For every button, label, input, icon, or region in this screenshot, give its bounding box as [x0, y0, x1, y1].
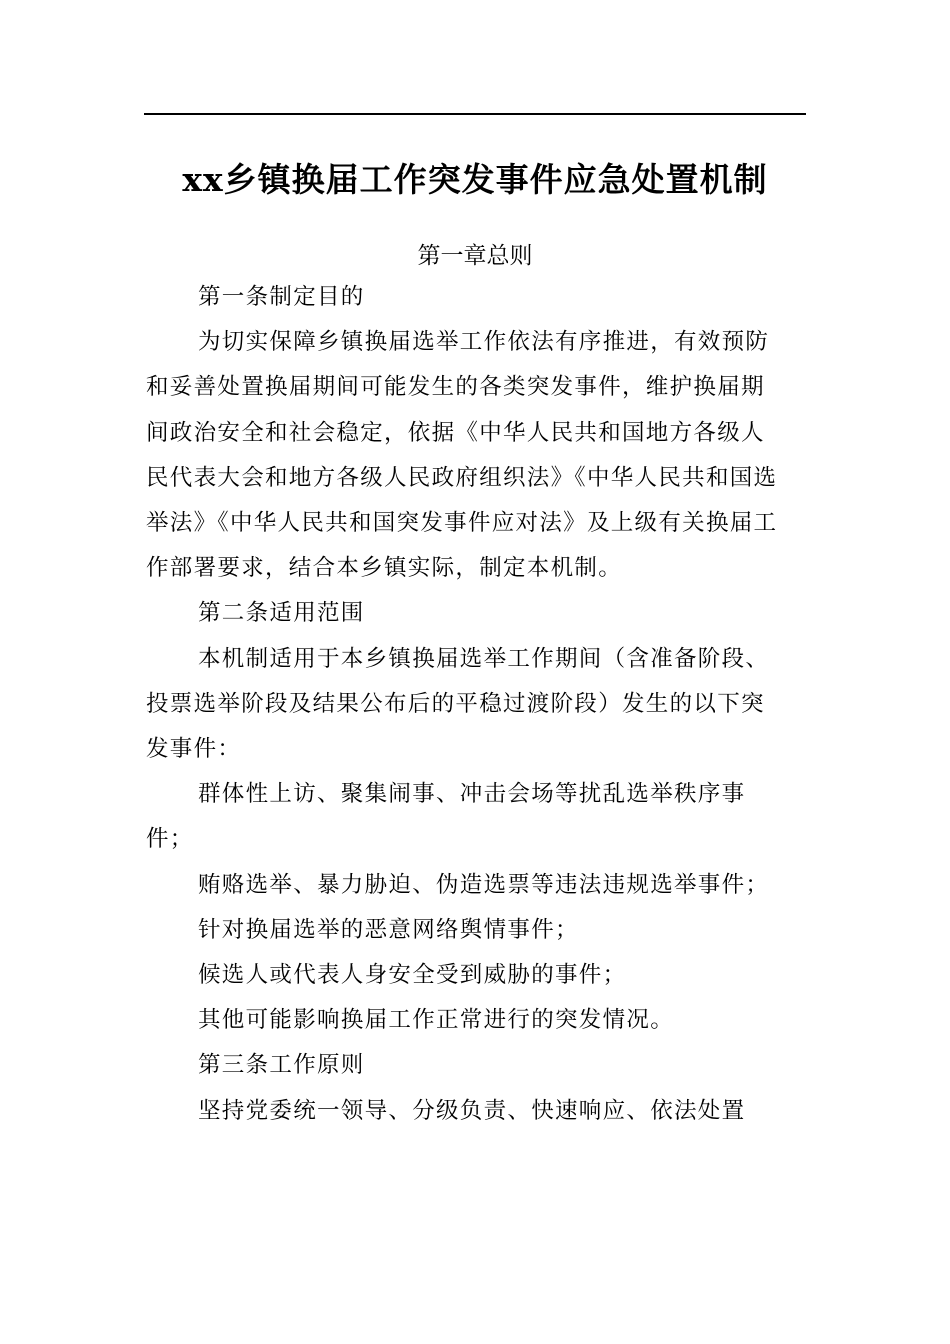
- article-3-heading: 第三条工作原则: [198, 1052, 365, 1079]
- article-3-text: 坚持党委统一领导、分级负责、快速响应、依法处置: [198, 1097, 746, 1124]
- event-item: 其他可能影响换届工作正常进行的突发情况。: [198, 1007, 675, 1034]
- article-2-heading: 第二条适用范围: [198, 600, 365, 627]
- document-title: xx乡镇换届工作突发事件应急处置机制: [182, 160, 768, 199]
- event-item: 候选人或代表人身安全受到威胁的事件；: [198, 962, 627, 989]
- event-item: 群体性上访、聚集闹事、冲击会场等扰乱选举秩序事件；: [146, 781, 746, 853]
- document-body: [146, 275, 786, 1134]
- article-1-text: 为切实保障乡镇换届选举工作依法有序推进，有效预防和妥善处置换届期间可能发生的各类突发事件，维护换届期间政治安全和社会稳定，依据《中华人民共和国地方各级人民代表大会和地方各级人民政府组织法》《中华人民共和国选举法》《中华人民共和国突发事件应对法》及上级有关换届工作部署要求，结合本乡镇实际，制定本机制。: [146, 329, 778, 582]
- event-item: 针对换届选举的恶意网络舆情事件；: [198, 916, 579, 943]
- header-rule: [144, 113, 806, 115]
- event-item: 贿赂选举、暴力胁迫、伪造选票等违法违规选举事件；: [198, 871, 770, 898]
- article-1-heading: 第一条制定目的: [198, 284, 365, 310]
- article-2-text: 本机制适用于本乡镇换届选举工作期间（含准备阶段、投票选举阶段及结果公布后的平稳过渡阶段）发生的以下突发事件：: [146, 645, 770, 763]
- chapter-heading: 第一章总则: [417, 243, 533, 269]
